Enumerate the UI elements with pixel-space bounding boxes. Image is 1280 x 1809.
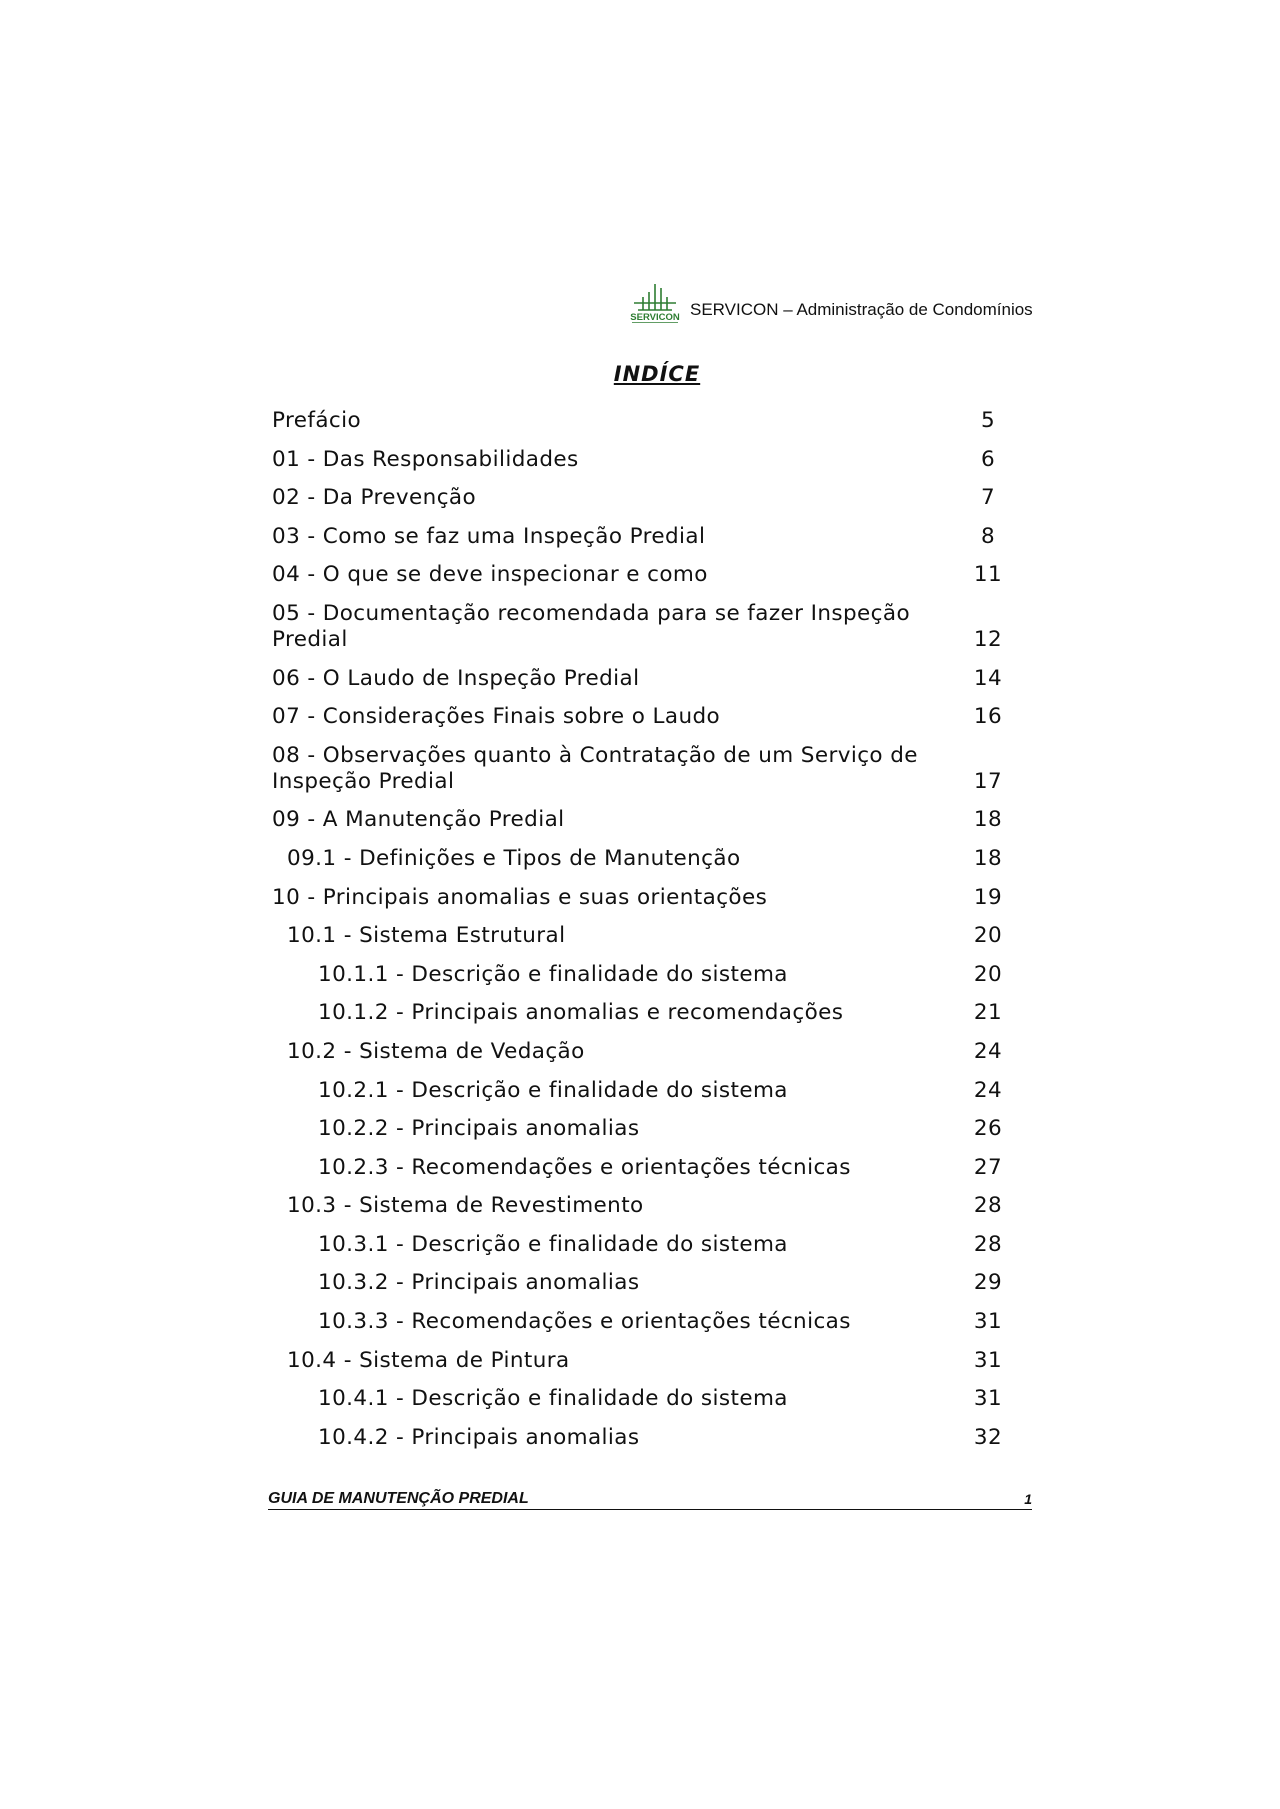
- toc-entry-label: 10.3.3 - Recomendações e orientações técnicas: [318, 1309, 851, 1335]
- toc-entry-label: 10.3.2 - Principais anomalias: [318, 1270, 640, 1296]
- toc-entry-page: 14: [973, 665, 1003, 691]
- toc-entry-page: 11: [973, 562, 1003, 588]
- toc-entry-page: 18: [973, 845, 1003, 871]
- toc-entry-page: 31: [973, 1386, 1003, 1412]
- toc-entry: [272, 885, 1008, 911]
- toc-entry-label: 10.2.1 - Descrição e finalidade do sistema: [318, 1077, 788, 1103]
- toc-entry-page: 27: [973, 1154, 1003, 1180]
- toc-entry-label: 03 - Como se faz uma Inspeção Predial: [272, 523, 706, 549]
- page-title: INDÍCE: [613, 362, 701, 386]
- toc-entry-page: 24: [973, 1038, 1003, 1064]
- building-icon: [634, 284, 676, 310]
- toc-entry: [272, 1425, 1008, 1451]
- toc-entry: [272, 846, 1008, 872]
- toc-entry-page: 8: [980, 523, 996, 549]
- toc-entry-page: 16: [973, 704, 1003, 730]
- toc-entry-page: 28: [973, 1231, 1003, 1257]
- toc-entry-label: Prefácio: [272, 408, 362, 433]
- toc-entry: [272, 601, 1008, 653]
- toc-entry-label: 10.2.3 - Recomendações e orientações técnicas: [318, 1154, 851, 1180]
- toc-entry-label: 05 - Documentação recomendada para se fazer Inspeção Predial: [272, 600, 911, 652]
- toc-entry-page: 20: [973, 961, 1003, 987]
- toc-entry-label: 10.1.2 - Principais anomalias e recomendações: [318, 1000, 844, 1026]
- toc-entry: [272, 1039, 1008, 1065]
- toc-entry-label: 10.3.1 - Descrição e finalidade do sistema: [318, 1231, 788, 1257]
- toc-entry: [272, 1193, 1008, 1219]
- toc-entry-label: 10.2 - Sistema de Vedação: [287, 1038, 585, 1064]
- toc-entry-page: 28: [973, 1193, 1003, 1219]
- toc-entry-page: 29: [973, 1270, 1003, 1296]
- toc-entry-page: 24: [973, 1077, 1003, 1103]
- toc-entry: [272, 1270, 1008, 1296]
- toc-entry: [272, 1348, 1008, 1374]
- toc-entry: [272, 962, 1008, 988]
- toc-entry-page: 6: [980, 446, 996, 472]
- toc-entry: [272, 923, 1008, 949]
- toc-entry-page: 32: [973, 1424, 1003, 1450]
- toc-entry-page: 26: [973, 1116, 1003, 1142]
- page-footer: [268, 1490, 1032, 1510]
- toc-entry-label: 04 - O que se deve inspecionar e como: [272, 562, 708, 588]
- toc-entry: [272, 1078, 1008, 1104]
- toc-entry-label: 10.4 - Sistema de Pintura: [287, 1347, 570, 1373]
- toc-entry-label: 01 - Das Responsabilidades: [272, 446, 579, 472]
- toc-entry-page: 5: [980, 408, 996, 433]
- toc-entry: [272, 666, 1008, 692]
- toc-entry-page: 21: [973, 1000, 1003, 1026]
- toc-entry-label: 10.1 - Sistema Estrutural: [287, 923, 566, 949]
- toc-entry-page: 7: [980, 485, 996, 511]
- toc-entry-page: 17: [973, 768, 1003, 794]
- toc-entry-label: 10.3 - Sistema de Revestimento: [287, 1193, 644, 1219]
- toc-entry: [272, 485, 1008, 511]
- toc-entry: [272, 524, 1008, 550]
- footer-title: GUIA DE MANUTENÇÃO PREDIAL: [268, 1490, 529, 1507]
- toc-entry: [272, 1386, 1008, 1412]
- toc-entry: [272, 1155, 1008, 1181]
- toc-entry: [272, 1232, 1008, 1258]
- footer-page-number: 1: [1024, 1491, 1032, 1507]
- toc-entry-label: 09 - A Manutenção Predial: [272, 807, 565, 833]
- toc-entry: [272, 743, 1008, 795]
- toc-entry: [272, 447, 1008, 473]
- toc-entry-label: 10.1.1 - Descrição e finalidade do sistema: [318, 961, 788, 987]
- toc-entry: [272, 1000, 1008, 1026]
- header-company-name: SERVICON – Administração de Condomínios: [690, 300, 1033, 319]
- toc-entry: [272, 1309, 1008, 1335]
- toc-entry-label: 10 - Principais anomalias e suas orientações: [272, 884, 768, 910]
- toc-entry-label: 07 - Considerações Finais sobre o Laudo: [272, 704, 721, 730]
- toc-entry-label: 10.4.2 - Principais anomalias: [318, 1424, 640, 1450]
- toc-entry-page: 20: [973, 923, 1003, 949]
- toc-entry-label: 02 - Da Prevenção: [272, 485, 477, 511]
- table-of-contents: [272, 408, 1008, 1463]
- toc-entry: [272, 408, 1008, 434]
- toc-entry-page: 31: [973, 1309, 1003, 1335]
- toc-entry-page: 12: [973, 626, 1003, 652]
- logo-wordmark: SERVICON: [630, 312, 680, 323]
- servicon-logo: [628, 282, 682, 324]
- page-header: [628, 282, 1033, 324]
- toc-entry: [272, 704, 1008, 730]
- toc-entry-label: 10.4.1 - Descrição e finalidade do sistema: [318, 1386, 788, 1412]
- toc-entry-page: 19: [973, 884, 1003, 910]
- toc-entry-label: 06 - O Laudo de Inspeção Predial: [272, 665, 640, 691]
- toc-entry: [272, 1116, 1008, 1142]
- toc-entry-label: 09.1 - Definições e Tipos de Manutenção: [287, 845, 741, 871]
- toc-entry: [272, 807, 1008, 833]
- toc-entry: [272, 562, 1008, 588]
- toc-entry-page: 18: [973, 807, 1003, 833]
- toc-entry-label: 08 - Observações quanto à Contratação de um Serviço de Inspeção Predial: [272, 742, 918, 794]
- toc-entry-page: 31: [973, 1347, 1003, 1373]
- toc-entry-label: 10.2.2 - Principais anomalias: [318, 1116, 640, 1142]
